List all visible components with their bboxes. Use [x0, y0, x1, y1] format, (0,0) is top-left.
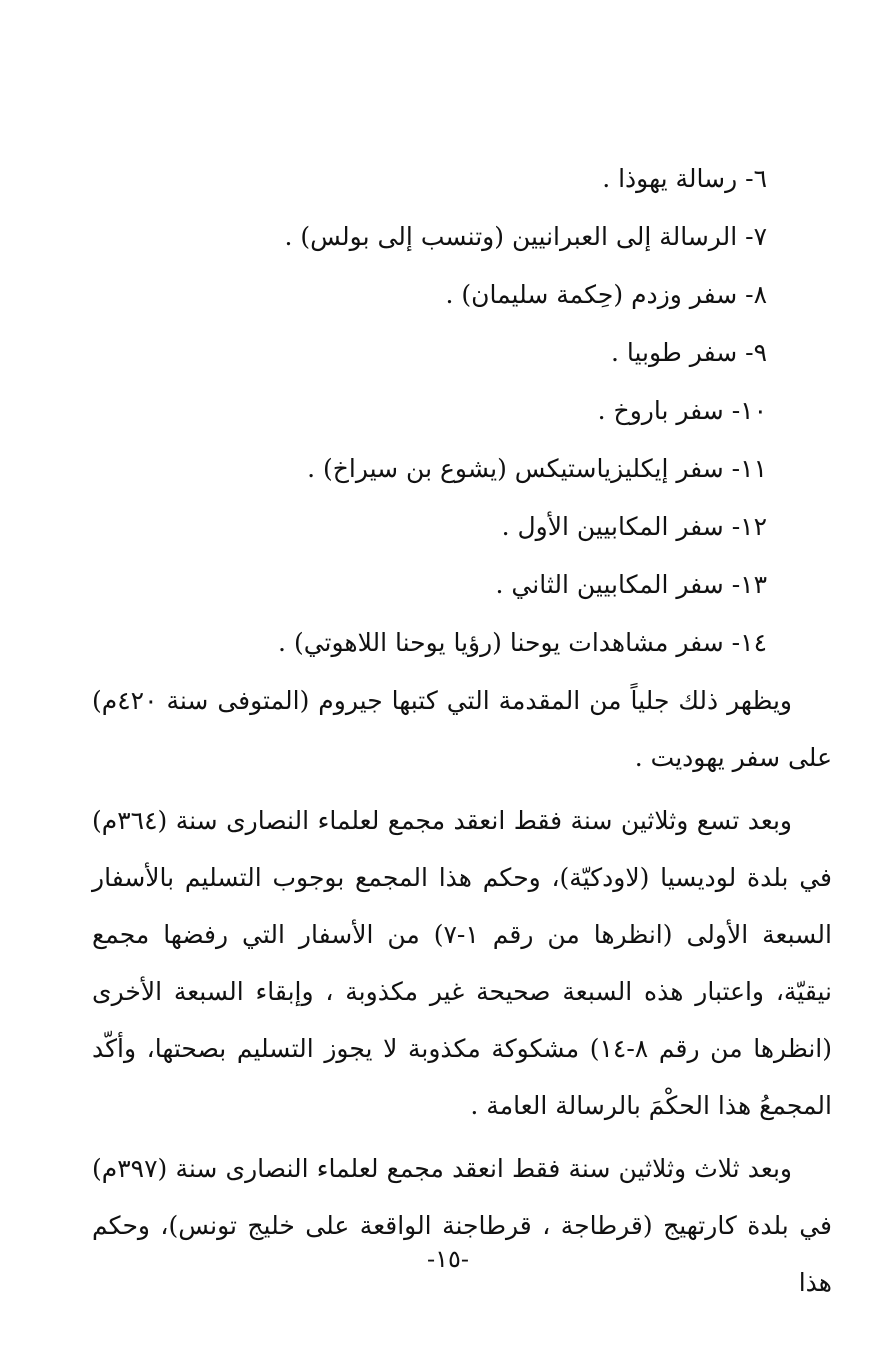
list-item: ١٢- سفر المكابيين الأول . [501, 512, 767, 541]
book-list [92, 150, 832, 672]
list-item: ٦- رسالة يهوذا . [602, 164, 767, 193]
page-body [92, 150, 832, 1311]
paragraph-laodicea-council: وبعد تسع وثلاثين سنة فقط انعقد مجمع لعلماء النصارى سنة (٣٦٤م) في بلدة لوديسيا (لاودكيّة)، وحكم هذا المجمع بوجوب التسليم بالأسفار السبعة الأولى (انظرها من رقم ١-٧) من الأسفار التي رفضها مجمع نيقيّة، واعتبار هذه السبعة صحيحة غير مكذوبة ، وإبقاء السبعة الأخرى (انظرها من رقم ٨-١٤) مشكوكة مكذوبة لا يجوز التسليم بصحتها، وأكّد المجمعُ هذا الحكْمَ بالرسالة العامة . [92, 806, 832, 1120]
list-item: ٨- سفر وزدم (حِكمة سليمان) . [445, 280, 767, 309]
list-item: ١٠- سفر باروخ . [597, 396, 767, 425]
paragraph-jerome: ويظهر ذلك جلياً من المقدمة التي كتبها جيروم (المتوفى سنة ٤٢٠م) على سفر يهوديت . [92, 686, 832, 772]
list-item: ٩- سفر طوبيا . [611, 338, 767, 367]
list-item: ١١- سفر إيكليزياستيكس (يشوع بن سيراخ) . [307, 454, 767, 483]
list-item: ١٤- سفر مشاهدات يوحنا (رؤيا يوحنا اللاهوتي) . [278, 628, 767, 657]
list-item: ٧- الرسالة إلى العبرانيين (وتنسب إلى بولس) . [284, 222, 767, 251]
list-item: ١٣- سفر المكابيين الثاني . [495, 570, 767, 599]
page-number: -١٥- [427, 1245, 469, 1273]
paragraph-carthage-council: وبعد ثلاث وثلاثين سنة فقط انعقد مجمع لعلماء النصارى سنة (٣٩٧م) في بلدة كارتهيج (قرطاجة ، قرطاجنة الواقعة على خليج تونس)، وحكم هذا [92, 1154, 832, 1297]
